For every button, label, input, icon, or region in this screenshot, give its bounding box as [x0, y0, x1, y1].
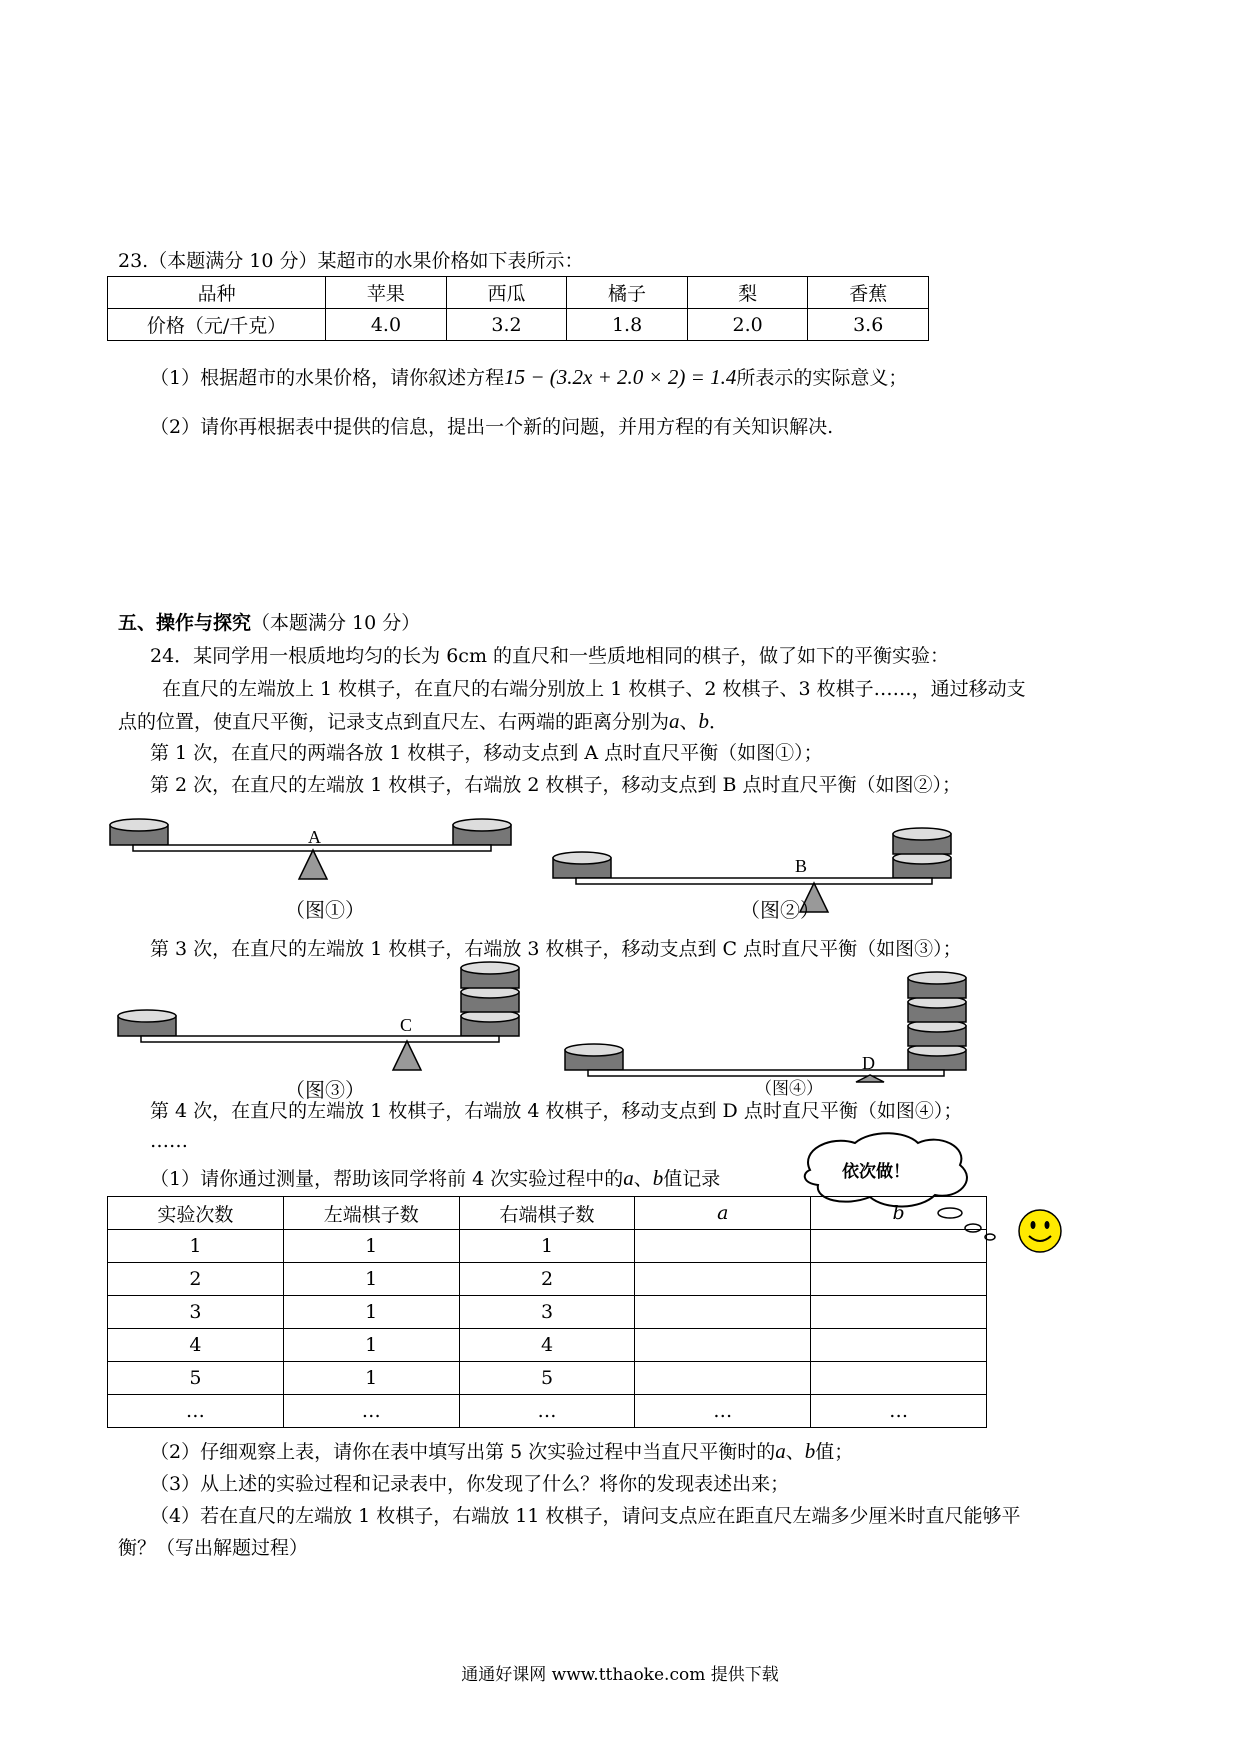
- table-cell[interactable]: [811, 1329, 987, 1362]
- table-cell: …: [811, 1395, 987, 1428]
- table-cell: …: [635, 1395, 811, 1428]
- var-a: a: [623, 1166, 634, 1190]
- var-a: a: [669, 709, 680, 733]
- section-title-note: （本题满分 10 分）: [251, 612, 421, 634]
- table-cell: 4: [459, 1329, 635, 1362]
- q24-part1: [150, 1165, 720, 1192]
- column-header: a: [635, 1197, 811, 1230]
- experiment-table: [107, 1196, 987, 1428]
- table-row: [108, 309, 929, 341]
- table-cell: 1: [283, 1263, 459, 1296]
- balance-figure-1: [105, 805, 525, 880]
- table-row: [108, 1263, 987, 1296]
- right-stack: [461, 962, 519, 1036]
- table-cell[interactable]: [811, 1230, 987, 1263]
- right-stack: [893, 828, 951, 878]
- trial-1-text: 第 1 次，在直尺的两端各放 1 枚棋子，移动支点到 A 点时直尺平衡（如图①）；: [150, 742, 823, 764]
- table-cell[interactable]: [811, 1263, 987, 1296]
- table-cell: 5: [108, 1362, 284, 1395]
- balance-figure-3: [113, 958, 533, 1083]
- table-cell: 1: [283, 1362, 459, 1395]
- q23-header: 23.（本题满分 10 分）某超市的水果价格如下表所示：: [118, 250, 584, 272]
- table-cell: 2.0: [687, 309, 808, 341]
- table-row: [108, 1362, 987, 1395]
- left-stack: [110, 819, 168, 845]
- column-header: 左端棋子数: [283, 1197, 459, 1230]
- figure-4-caption: （图④）: [755, 1079, 823, 1099]
- table-row: [108, 1395, 987, 1428]
- table-cell: 1: [283, 1230, 459, 1263]
- point-label-d: D: [862, 1053, 875, 1073]
- ruler: [576, 878, 932, 884]
- trial-4-text: 第 4 次，在直尺的左端放 1 枚棋子，右端放 4 枚棋子，移动支点到 D 点时直尺平衡（如图④）；: [150, 1100, 963, 1122]
- table-cell: 西瓜: [446, 277, 567, 309]
- column-header: 实验次数: [108, 1197, 284, 1230]
- table-cell: 3.6: [808, 309, 929, 341]
- ruler: [141, 1036, 499, 1042]
- table-cell: 品种: [108, 277, 326, 309]
- q24-part2: [150, 1438, 853, 1465]
- separator: 、: [785, 1441, 805, 1463]
- table-cell: 价格（元/千克）: [108, 309, 326, 341]
- q24-part2-prefix: （2）仔细观察上表，请你在表中填写出第 5 次实验过程中当直尺平衡时的: [150, 1441, 776, 1463]
- table-row: [108, 1230, 987, 1263]
- q23-part2: （2）请你再根据表中提供的信息，提出一个新的问题，并用方程的有关知识解决.: [150, 416, 834, 438]
- table-header-row: [108, 1197, 987, 1230]
- q23-equation: 15 − (3.2x + 2.0 × 2) = 1.4: [504, 365, 737, 389]
- q24-part2-suffix: 值；: [815, 1441, 854, 1463]
- q24-part3: （3）从上述的实验过程和记录表中，你发现了什么？将你的发现表述出来；: [150, 1473, 790, 1495]
- table-cell[interactable]: [635, 1230, 811, 1263]
- q23-part1-prefix: （1）根据超市的水果价格，请你叙述方程: [150, 367, 505, 389]
- table-cell: 3.2: [446, 309, 567, 341]
- section-title: [118, 610, 420, 636]
- q24-part1-suffix: 值记录: [663, 1168, 721, 1190]
- table-cell: 1: [459, 1230, 635, 1263]
- table-cell: 1: [108, 1230, 284, 1263]
- left-stack: [565, 1044, 623, 1070]
- table-cell[interactable]: [635, 1263, 811, 1296]
- table-cell: 2: [108, 1263, 284, 1296]
- table-cell: 橘子: [567, 277, 688, 309]
- table-cell: …: [108, 1395, 284, 1428]
- column-header: b: [811, 1197, 987, 1230]
- right-stack: [453, 819, 511, 845]
- q24-part4-line1: （4）若在直尺的左端放 1 枚棋子，右端放 11 枚棋子，请问支点应在距直尺左端多少厘米时直尺能够平: [150, 1505, 1021, 1527]
- q24-line3-prefix: 点的位置，使直尺平衡，记录支点到直尺左、右两端的距离分别为: [118, 711, 670, 733]
- point-label-b: B: [795, 856, 808, 876]
- table-cell: …: [283, 1395, 459, 1428]
- column-header: 右端棋子数: [459, 1197, 635, 1230]
- point-label-a: A: [308, 827, 321, 847]
- table-cell: 3: [108, 1296, 284, 1329]
- table-cell: 苹果: [326, 277, 447, 309]
- table-cell[interactable]: [811, 1362, 987, 1395]
- table-cell[interactable]: [635, 1362, 811, 1395]
- var-b: b: [804, 1439, 816, 1463]
- q23-part1: [150, 364, 907, 391]
- var-a: a: [775, 1439, 786, 1463]
- bubble-text: 依次做！: [842, 1162, 910, 1182]
- fulcrum: [299, 850, 327, 879]
- table-cell[interactable]: [635, 1296, 811, 1329]
- table-cell[interactable]: [635, 1329, 811, 1362]
- fruit-price-table: [107, 276, 929, 341]
- table-cell[interactable]: [811, 1296, 987, 1329]
- table-cell: 梨: [687, 277, 808, 309]
- point-label-c: C: [400, 1015, 413, 1035]
- right-stack: [908, 972, 966, 1070]
- table-row: [108, 1329, 987, 1362]
- table-cell: 3: [459, 1296, 635, 1329]
- balance-figure-4: [562, 968, 982, 1086]
- q24-line3: [118, 708, 728, 735]
- table-cell: 2: [459, 1263, 635, 1296]
- table-cell: 4: [108, 1329, 284, 1362]
- figure-1-caption: （图①）: [285, 898, 365, 922]
- table-cell: 1.8: [567, 309, 688, 341]
- var-b: b: [698, 709, 710, 733]
- left-stack: [553, 852, 611, 878]
- trial-3-text: 第 3 次，在直尺的左端放 1 枚棋子，右端放 3 枚棋子，移动支点到 C 点时直尺平衡（如图③）；: [150, 938, 962, 960]
- var-b: b: [652, 1166, 664, 1190]
- section-title-text: 五、操作与探究: [118, 612, 252, 634]
- figure-2-caption: （图②）: [740, 898, 820, 922]
- table-cell: …: [459, 1395, 635, 1428]
- left-stack: [118, 1010, 176, 1036]
- q24-line3-suffix: ．: [709, 711, 729, 733]
- table-cell: 4.0: [326, 309, 447, 341]
- q24-line2: 在直尺的左端放上 1 枚棋子，在直尺的右端分别放上 1 枚棋子、2 枚棋子、3 枚棋子……，通过移动支: [162, 678, 1026, 700]
- separator: 、: [633, 1168, 653, 1190]
- table-cell: 5: [459, 1362, 635, 1395]
- separator: 、: [679, 711, 699, 733]
- table-cell: 香蕉: [808, 277, 929, 309]
- page-footer: 通通好课网 www.tthaoke.com 提供下载: [461, 1665, 779, 1685]
- trial-2-text: 第 2 次，在直尺的左端放 1 枚棋子，右端放 2 枚棋子，移动支点到 B 点时直尺平衡（如图②）；: [150, 774, 962, 796]
- smiley-face-icon: [1019, 1210, 1061, 1252]
- q24-part4-line2: 衡？（写出解题过程）: [118, 1537, 309, 1559]
- q24-intro: 24．某同学用一根质地均匀的长为 6cm 的直尺和一些质地相同的棋子，做了如下的平衡实验：: [150, 645, 950, 667]
- q23-part1-suffix: 所表示的实际意义；: [736, 367, 908, 389]
- table-cell: 1: [283, 1329, 459, 1362]
- q24-part1-prefix: （1）请你通过测量，帮助该同学将前 4 次实验过程中的: [150, 1168, 624, 1190]
- fulcrum: [393, 1041, 421, 1070]
- table-row: [108, 277, 929, 309]
- figure-3-caption: （图③）: [285, 1078, 365, 1102]
- ellipsis-line: ……: [150, 1130, 188, 1152]
- table-cell: 1: [283, 1296, 459, 1329]
- table-row: [108, 1296, 987, 1329]
